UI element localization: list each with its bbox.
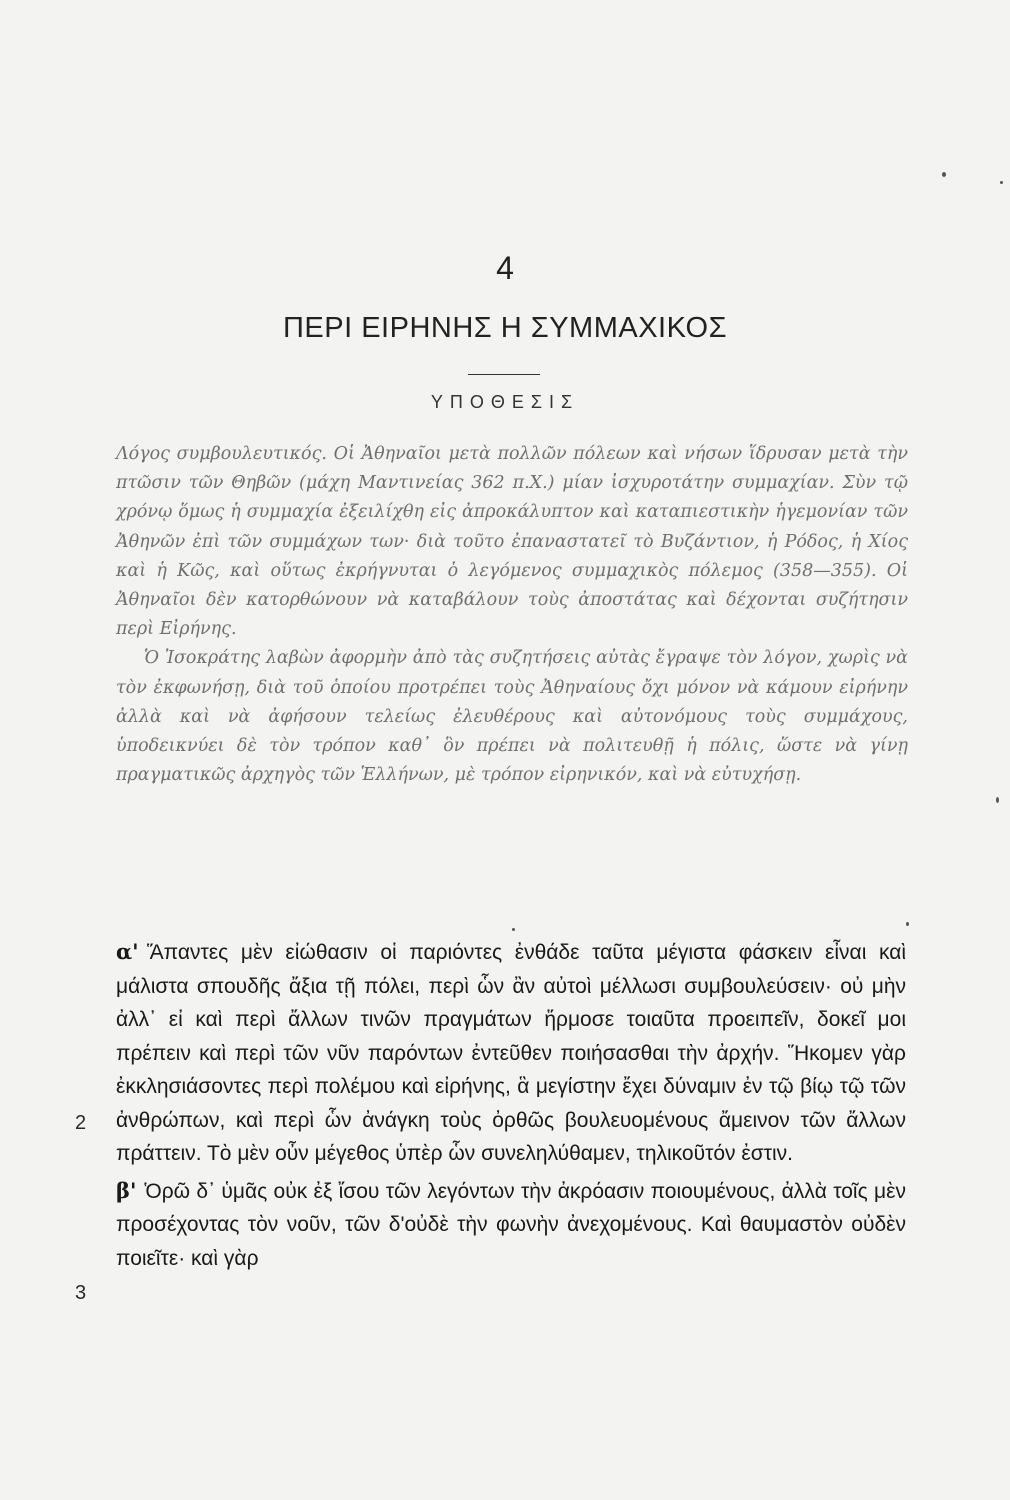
section-alpha: [116, 935, 906, 1171]
summary-heading: ΥΠΟΘΕΣΙΣ: [430, 392, 580, 412]
print-speck: [996, 797, 999, 803]
main-text: [116, 935, 906, 1275]
print-speck: [942, 172, 946, 177]
section-beta: [116, 1174, 906, 1276]
section-marker-alpha: α': [116, 939, 139, 964]
summary-paragraph-2: Ὁ Ἰσοκράτης λαβὼν ἀφορμὴν ἀπὸ τὰς συζητήσεις αὐτὰς ἔγραψε τὸν λόγον, χωρὶς νὰ τὸν ἐκφωνήσῃ, διὰ τοῦ ὁποίου προτρέπει τοὺς Ἀθηναίους ὄχι μόνον νὰ κάμουν εἰρήνην ἀλλὰ καὶ νὰ ἀφήσουν τελείως ἐλευθέρους καὶ αὐτονόμους τοὺς συμμάχους, ὑποδεικνύει δὲ τὸν τρόπον καθ᾿ ὃν πρέπει νὰ πολιτευθῇ ἡ πόλις, ὥστε νὰ γίνῃ πραγματικῶς ἀρχηγὸς τῶν Ἑλλήνων, μὲ τρόπον εἰρηνικόν, καὶ νὰ εὐτυχήσῃ.: [116, 648, 908, 786]
chapter-number: 4: [496, 250, 514, 286]
print-speck: [906, 922, 909, 926]
section-alpha-text: Ἅπαντες μὲν εἰώθασιν οἱ παριόντες ἐνθάδε ταῦτα μέγιστα φάσκειν εἶναι καὶ μάλιστα σπουδῆς ἄξια τῇ πόλει, περὶ ὧν ἂν αὐτοὶ μέλλωσι συμβουλεύσειν· οὐ μὴν ἀλλ᾿ εἰ καὶ περὶ ἄλλων τινῶν πραγμάτων ἥρμοσε τοιαῦτα προειπεῖν, δοκεῖ μοι πρέπειν καὶ περὶ τῶν νῦν παρόντων ἐντεῦθεν ποιήσασθαι τὴν ἀρχήν. Ἥκομεν γὰρ ἐκκλησιάσοντες περὶ πολέμου καὶ εἰρήνης, ἃ μεγίστην ἔχει δύναμιν ἐν τῷ βίῳ τῷ τῶν ἀνθρώπων, καὶ περὶ ὧν ἀνάγκη τοὺς ὀρθῶς βουλευομένους ἄμεινον τῶν ἄλλων πράττειν. Τὸ μὲν οὖν μέγεθος ὑπὲρ ὧν συνεληλύθαμεν, τηλικοῦτόν ἐστιν.: [116, 941, 906, 1165]
print-speck: [512, 928, 515, 931]
margin-number-2: 2: [75, 1112, 87, 1134]
speech-title: ΠΕΡΙ ΕΙΡΗΝΗΣ Η ΣΥΜΜΑΧΙΚΟΣ: [282, 312, 728, 344]
section-beta-text: Ὁρῶ δ᾿ ὑμᾶς οὐκ ἐξ ἴσου τῶν λεγόντων τὴν ἀκρόασιν ποιουμένους, ἀλλὰ τοῖς μὲν προσέχοντας τὸν νοῦν, τῶν δ'οὐδὲ τὴν φωνὴν ἀνεχομένους. Καὶ θαυμαστὸν οὐδὲν ποιεῖτε· καὶ γὰρ: [116, 1179, 906, 1270]
summary-paragraph-1: Λόγος συμβουλευτικός. Οἱ Ἀθηναῖοι μετὰ πολλῶν πόλεων καὶ νήσων ἵδρυσαν μετὰ τὴν πτῶσιν τῶν Θηβῶν (μάχη Μαντινείας 362 π.Χ.) μίαν ἰσχυροτάτην συμμαχίαν. Σὺν τῷ χρόνῳ ὅμως ἡ συμμαχία ἐξειλίχθη εἰς ἀπροκάλυπτον καὶ καταπιεστικὴν ἡγεμονίαν τῶν Ἀθηνῶν ἐπὶ τῶν συμμάχων των· διὰ τοῦτο ἐπαναστατεῖ τὸ Βυζάντιον, ἡ Ρόδος, ἡ Χίος καὶ ἡ Κῶς, καὶ οὕτως ἐκρήγνυται ὁ λεγόμενος συμμαχικὸς πόλεμος (358—355). Οἱ Ἀθηναῖοι δὲν κατορθώνουν νὰ καταβάλουν τοὺς ἀποστάτας καὶ δέχονται συζήτησιν περὶ Εἰρήνης.: [116, 444, 908, 640]
margin-number-3: 3: [75, 1282, 87, 1304]
print-speck: [1000, 181, 1003, 184]
summary-block: [116, 440, 908, 790]
section-marker-beta: β': [116, 1177, 137, 1203]
title-divider: [468, 374, 540, 375]
